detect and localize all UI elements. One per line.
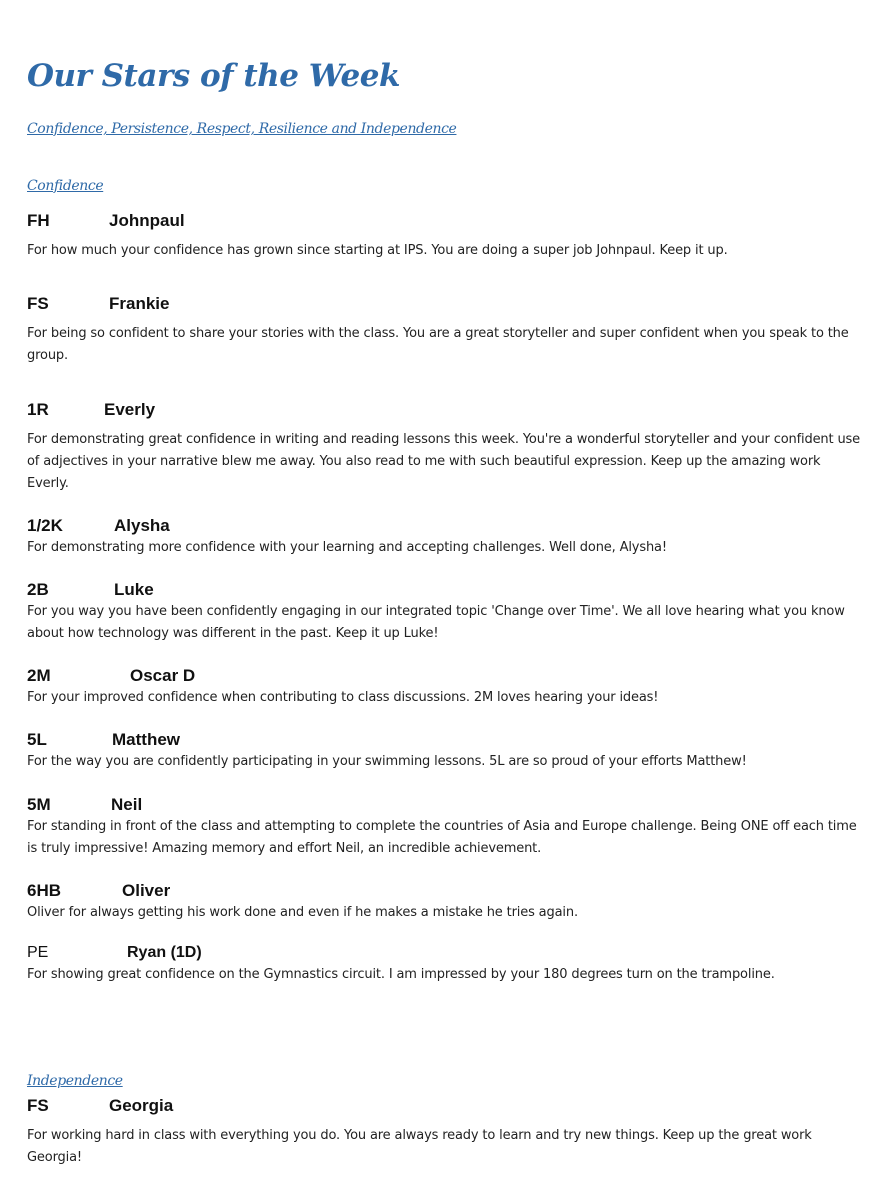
- entry-description: For demonstrating more confidence with your learning and accepting challenges. Well done, Alysha!: [27, 540, 667, 555]
- entry-header: [27, 795, 862, 815]
- entry-student-name: Luke: [114, 580, 154, 599]
- entry-student-name: Oliver: [122, 881, 171, 900]
- entry-student-name: Oscar D: [130, 666, 196, 685]
- page-title: Our Stars of the Week: [27, 58, 400, 94]
- entry-header: [27, 881, 862, 901]
- entry-class: 5L: [27, 730, 47, 749]
- entry-header: [27, 580, 862, 600]
- entry-student-name: Neil: [111, 795, 143, 814]
- entry-oscar-d: [27, 666, 862, 709]
- entry-student-name: Johnpaul: [109, 211, 185, 230]
- entry-matthew: [27, 730, 862, 773]
- entry-frankie: [27, 294, 862, 367]
- section-heading-independence: Independence: [27, 1073, 123, 1089]
- entry-header: [27, 666, 862, 686]
- entry-description: For showing great confidence on the Gymnastics circuit. I am impressed by your 180 degrees turn on the trampoline.: [27, 967, 775, 982]
- entry-description: For you way you have been confidently engaging in our integrated topic 'Change over Time'. We all love hearing what you know about how technology was different in the past. Keep it up Luke!: [27, 604, 845, 641]
- entry-header: [27, 400, 862, 420]
- page-subtitle: Confidence, Persistence, Respect, Resilience and Independence: [27, 121, 457, 137]
- entry-class: 6HB: [27, 881, 62, 900]
- entry-header: [27, 211, 862, 231]
- entry-header: [27, 730, 862, 750]
- entry-student-name: Alysha: [114, 516, 170, 535]
- entry-student-name: Ryan (1D): [127, 944, 202, 961]
- entry-class: FH: [27, 211, 50, 230]
- entry-class: FS: [27, 1096, 49, 1115]
- entry-neil: [27, 795, 862, 860]
- entry-description: For working hard in class with everything you do. You are always ready to learn and try new things. Keep up the great work Georgia!: [27, 1128, 812, 1165]
- entry-everly: [27, 400, 862, 495]
- entry-oliver: [27, 881, 862, 924]
- entry-description: For how much your confidence has grown since starting at IPS. You are doing a super job Johnpaul. Keep it up.: [27, 243, 728, 258]
- entry-description: For standing in front of the class and attempting to complete the countries of Asia and Europe challenge. Being ONE off each time is truly impressive! Amazing memory and effort Neil, an incredible achievement.: [27, 819, 857, 856]
- entry-class: PE: [27, 944, 49, 961]
- entry-johnpaul: [27, 211, 862, 262]
- entry-class: 1R: [27, 400, 49, 419]
- entry-class: 2B: [27, 580, 49, 599]
- entry-student-name: Georgia: [109, 1096, 174, 1115]
- entry-header: [27, 516, 862, 536]
- entry-alysha: [27, 516, 862, 559]
- entry-georgia: [27, 1096, 862, 1169]
- entry-ryan: [27, 943, 862, 986]
- entry-description: For your improved confidence when contributing to class discussions. 2M loves hearing your ideas!: [27, 690, 659, 705]
- entry-description: For demonstrating great confidence in writing and reading lessons this week. You're a wonderful storyteller and your confident use of adjectives in your narrative blew me away. You also read to me with such beautiful expression. Keep up the amazing work Everly.: [27, 432, 861, 491]
- entry-description: Oliver for always getting his work done and even if he makes a mistake he tries again.: [27, 905, 578, 920]
- entry-header: [27, 1096, 862, 1116]
- entry-class: 5M: [27, 795, 51, 814]
- entry-header: [27, 943, 862, 963]
- entry-class: 2M: [27, 666, 51, 685]
- entry-class: 1/2K: [27, 516, 63, 535]
- entry-student-name: Frankie: [109, 294, 170, 313]
- entry-header: [27, 294, 862, 314]
- entry-class: FS: [27, 294, 49, 313]
- entry-student-name: Matthew: [112, 730, 180, 749]
- entry-description: For being so confident to share your stories with the class. You are a great storyteller and super confident when you speak to the group.: [27, 326, 849, 363]
- section-heading-confidence: Confidence: [27, 178, 104, 194]
- entry-luke: [27, 580, 862, 645]
- entry-description: For the way you are confidently participating in your swimming lessons. 5L are so proud of your efforts Matthew!: [27, 754, 747, 769]
- entry-student-name: Everly: [104, 400, 156, 419]
